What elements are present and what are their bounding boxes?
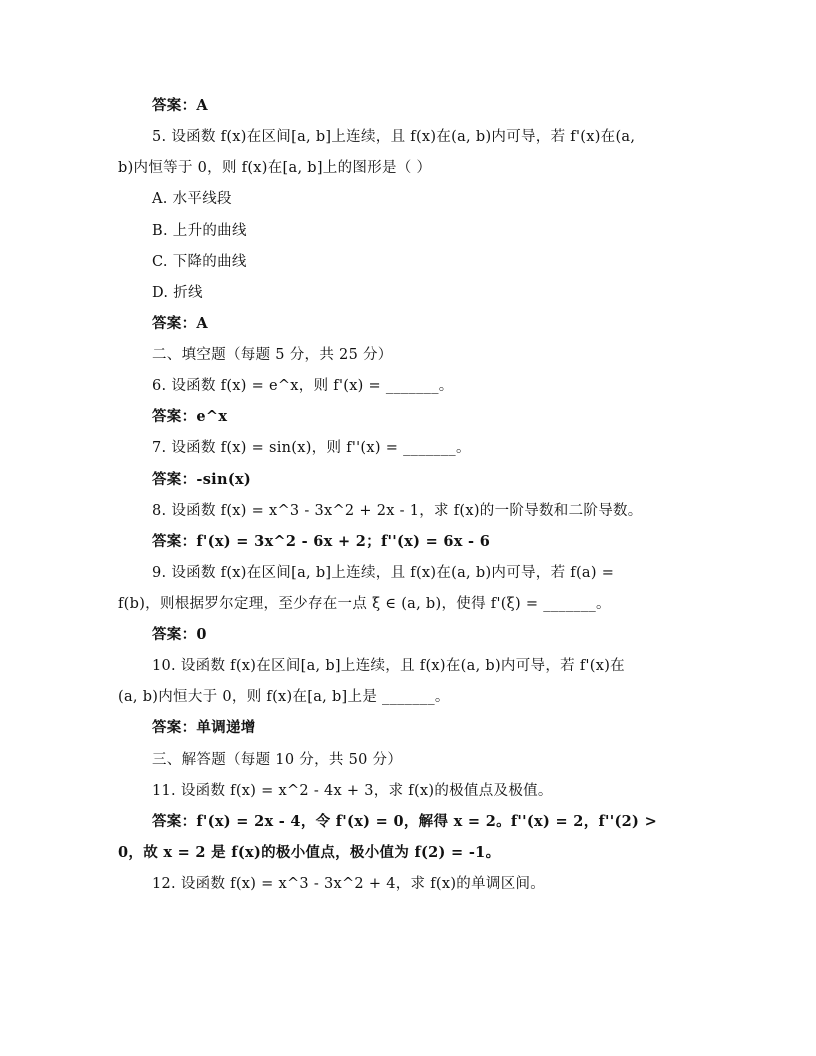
answer-11-line-1: 答案：f'(x) = 2x - 4，令 f'(x) = 0，解得 x = 2。f''(x) = 2，f''(2) >: [152, 813, 658, 830]
section-fill-in-heading: 二、填空题（每题 5 分，共 25 分）: [152, 347, 393, 363]
option-5-a: A. 水平线段: [152, 191, 232, 207]
question-12: 12. 设函数 f(x) = x^3 - 3x^2 + 4，求 f(x)的单调区间。: [152, 876, 546, 892]
option-5-d: D. 折线: [152, 285, 203, 301]
question-10-line-2: (a, b)内恒大于 0，则 f(x)在[a, b]上是 _______。: [118, 689, 450, 705]
answer-7: 答案：-sin(x): [152, 471, 252, 488]
question-6: 6. 设函数 f(x) = e^x，则 f'(x) = _______。: [152, 378, 454, 394]
question-5-line-1: 5. 设函数 f(x)在区间[a, b]上连续，且 f(x)在(a, b)内可导，若 f'(x)在(a,: [152, 129, 636, 145]
answer-11-line-2: 0，故 x = 2 是 f(x)的极小值点，极小值为 f(2) = -1。: [118, 844, 501, 861]
option-5-c: C. 下降的曲线: [152, 254, 247, 270]
answer-5: 答案：A: [152, 315, 208, 332]
question-9-line-1: 9. 设函数 f(x)在区间[a, b]上连续，且 f(x)在(a, b)内可导，若 f(a) =: [152, 565, 615, 581]
question-10-line-1: 10. 设函数 f(x)在区间[a, b]上连续，且 f(x)在(a, b)内可导，若 f'(x)在: [152, 658, 625, 674]
answer-9: 答案：0: [152, 626, 207, 643]
answer-8: 答案：f'(x) = 3x^2 - 6x + 2；f''(x) = 6x - 6: [152, 533, 491, 550]
question-9-line-2: f(b)，则根据罗尔定理，至少存在一点 ξ ∈ (a, b)，使得 f'(ξ) = _______。: [118, 596, 611, 612]
answer-6: 答案：e^x: [152, 408, 228, 425]
answer-4: 答案：A: [152, 97, 208, 114]
section-solve-heading: 三、解答题（每题 10 分，共 50 分）: [152, 752, 403, 768]
question-11: 11. 设函数 f(x) = x^2 - 4x + 3，求 f(x)的极值点及极值。: [152, 783, 553, 799]
answer-10: 答案：单调递增: [152, 719, 256, 736]
question-7: 7. 设函数 f(x) = sin(x)，则 f''(x) = _______。: [152, 440, 471, 456]
option-5-b: B. 上升的曲线: [152, 223, 247, 239]
question-5-line-2: b)内恒等于 0，则 f(x)在[a, b]上的图形是（ ）: [118, 160, 432, 176]
question-8: 8. 设函数 f(x) = x^3 - 3x^2 + 2x - 1，求 f(x)的一阶导数和二阶导数。: [152, 503, 643, 519]
